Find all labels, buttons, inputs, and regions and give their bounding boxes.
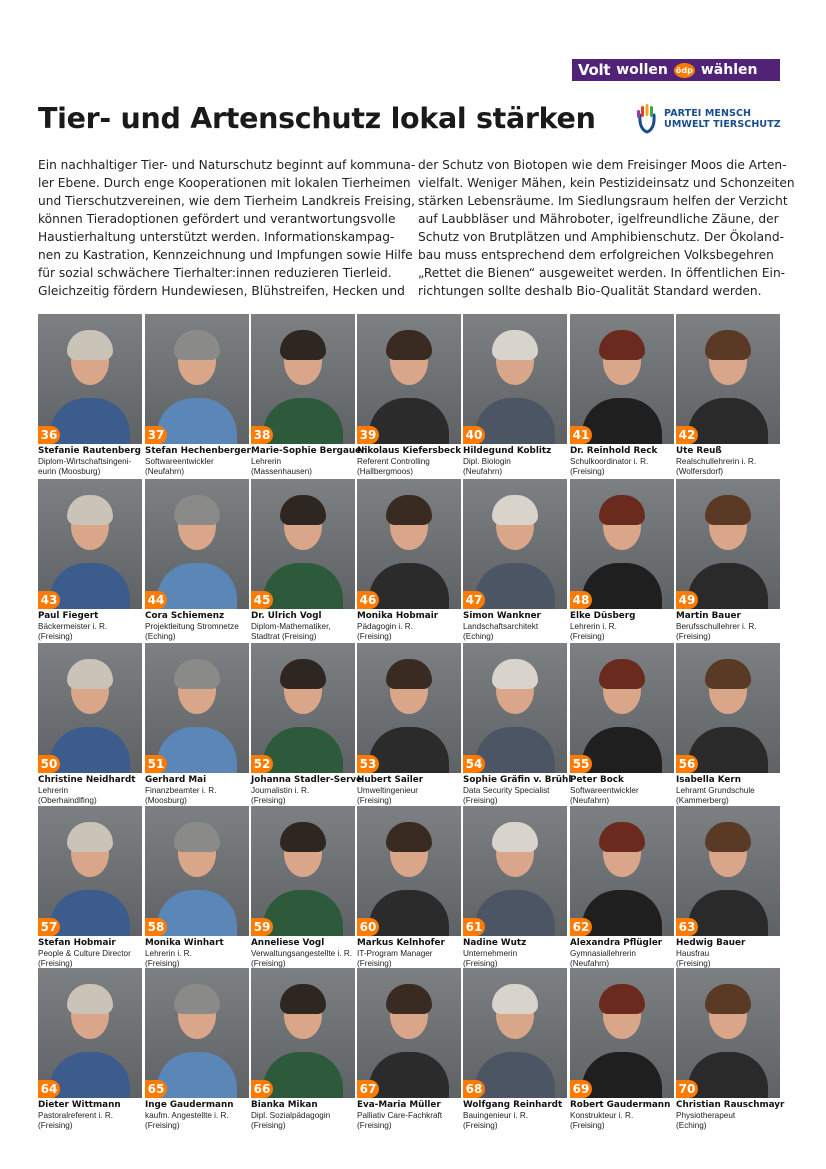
candidate-name: Cora Schiemenz [145,611,225,621]
list-number-badge: 70 [676,1080,698,1098]
candidate-photo [251,643,355,773]
candidate-name: Stefan Hechenberger [145,446,251,456]
candidate-occupation: Dipl. Biologin [463,457,511,466]
candidate-location: (Freising) [676,958,711,968]
candidate-occupation: Softwareentwickler [145,457,214,466]
list-number-badge: 52 [251,755,273,773]
intro-line: nen zu Kastration, Kennzeichnung und Impfungen sowie Hilfe [38,248,413,262]
tierschutzpartei-logo-icon [636,103,658,135]
candidate-location: (Neufahrn) [463,466,503,476]
candidate-occupation: Lehrerin [38,786,69,795]
list-number-badge: 49 [676,591,698,609]
candidate-photo [145,314,249,444]
candidate-info [463,457,573,476]
candidate-name: Nikolaus Kiefersbeck [357,446,462,456]
candidate-info [251,457,361,476]
candidate-name: Hubert Sailer [357,775,424,785]
list-number-badge: 56 [676,755,698,773]
candidate-name: Hildegund Koblitz [463,446,552,456]
list-number-badge: 41 [570,426,592,444]
candidate-info [676,1111,786,1130]
candidate-location: (Neufahrn) [145,466,185,476]
candidate-info [463,1111,573,1130]
candidate-location: (Freising) [676,631,711,641]
candidate-location: (Freising) [463,958,498,968]
candidate-info [357,457,467,476]
candidate-info [570,622,680,641]
banner-word-waehlen: wählen [700,62,758,78]
candidate-photo [357,806,461,936]
list-number-badge: 44 [145,591,167,609]
candidate-info [357,949,467,968]
candidate-photo [570,314,674,444]
candidate-location: (Freising) [570,1120,605,1130]
candidate-photo [570,479,674,609]
candidate-photo [251,968,355,1098]
candidate-info [38,457,148,476]
candidate-occupation: Projektleitung Stromnetze [145,622,239,631]
candidate-location: (Freising) [251,958,286,968]
intro-line: Haustierhaltung unterstützt werden. Informationskampag- [38,230,395,244]
candidate-name: Gerhard Mai [145,775,207,785]
candidate-info [145,622,255,641]
candidate-occupation: Diplom-Mathematiker, [251,622,331,631]
candidate-photo [357,968,461,1098]
candidate-info [463,786,573,805]
candidate-photo [38,314,142,444]
candidate-info [38,949,148,968]
banner-word-wollen: wollen [616,62,668,78]
list-number-badge: 66 [251,1080,273,1098]
candidate-occupation: Lehrerin [251,457,282,466]
candidate-info [463,949,573,968]
candidate-photo [145,643,249,773]
candidate-location: (Neufahrn) [570,958,610,968]
candidate-name: Dr. Ulrich Vogl [251,611,322,621]
candidate-photo [38,968,142,1098]
candidate-info [676,622,786,641]
intro-line: für sozial schwächere Tierhalter:innen reduzieren Tierleid. [38,266,392,280]
candidate-name: Nadine Wutz [463,938,527,948]
candidate-name: Dr. Reinhold Reck [570,446,658,456]
candidate-occupation: Bäckermeister i. R. [38,622,108,631]
candidate-photo [357,643,461,773]
candidate-name: Sophie Gräfin v. Brühl [463,775,572,785]
candidate-photo [463,479,567,609]
candidate-photo [463,806,567,936]
intro-line: Ein nachhaltiger Tier- und Naturschutz beginnt auf kommuna- [38,158,416,172]
campaign-banner [572,59,780,81]
candidate-occupation: Unternehmerin [463,949,518,958]
candidate-photo [676,643,780,773]
candidate-location: (Freising) [145,1120,180,1130]
candidate-info [570,786,680,805]
logo-line-2: UMWELT TIERSCHUTZ [664,119,781,130]
candidate-name: Dieter Wittmann [38,1100,121,1110]
intro-line: ler Ebene. Durch enge Kooperationen mit lokalen Tierheimen [38,176,411,190]
candidate-photo [676,806,780,936]
candidate-location: (Freising) [463,1120,498,1130]
candidate-occupation: Journalistin i. R. [251,786,310,795]
candidate-info [676,457,786,476]
candidate-photo [357,314,461,444]
candidate-occupation: Schulkoordinator i. R. [570,457,649,466]
list-number-badge: 60 [357,918,379,936]
list-number-badge: 53 [357,755,379,773]
candidate-location: (Freising) [251,1120,286,1130]
candidate-location: (Freising) [357,631,392,641]
candidate-location: (Moosburg) [145,795,187,805]
candidate-occupation: Lehrerin i. R. [145,949,192,958]
candidate-photo [463,968,567,1098]
intro-line: Schutz von Brutplätzen und Amphibienschutz. Der Ökoland- [418,230,784,244]
candidate-photo [463,643,567,773]
candidate-location: (Freising) [357,1120,392,1130]
candidate-info [251,949,361,968]
candidate-location: (Freising) [570,466,605,476]
candidate-location: (Freising) [570,631,605,641]
candidate-photo [38,643,142,773]
intro-line: der Schutz von Biotopen wie dem Freisinger Moos die Arten- [418,158,787,172]
candidate-occupation: Gymnasiallehrerin [570,949,636,958]
candidate-occupation: Dipl. Sozialpädagogin [251,1111,331,1120]
list-number-badge: 36 [38,426,60,444]
logo-line-1: PARTEI MENSCH [664,108,752,119]
list-number-badge: 68 [463,1080,485,1098]
candidate-name: Christine Neidhardt [38,775,136,785]
candidate-photo [570,806,674,936]
list-number-badge: 54 [463,755,485,773]
candidate-occupation: Palliativ Care-Fachkraft [357,1111,443,1120]
candidate-name: Stefan Hobmair [38,938,116,948]
candidate-info [570,949,680,968]
candidate-photo [676,968,780,1098]
list-number-badge: 43 [38,591,60,609]
candidate-occupation: People & Culture Director [38,949,131,958]
candidate-name: Elke Düsberg [570,611,636,621]
candidate-name: Christian Rauschmayr [676,1100,785,1110]
intro-line: „Rettet die Bienen“ ausgeweitet werden. In öffentlichen Ein- [418,266,786,280]
candidate-occupation: IT-Program Manager [357,949,433,958]
list-number-badge: 69 [570,1080,592,1098]
candidate-name: Peter Bock [570,775,624,785]
intro-line: können Tieradoptionen gefördert und verantwortungsvolle [38,212,396,226]
list-number-badge: 57 [38,918,60,936]
candidate-info [251,1111,361,1130]
candidate-info [676,786,786,805]
intro-text-column-1 [38,156,416,300]
list-number-badge: 45 [251,591,273,609]
candidate-photo [145,968,249,1098]
candidate-location: (Freising) [38,958,73,968]
list-number-badge: 38 [251,426,273,444]
candidate-location: (Freising) [463,795,498,805]
list-number-badge: 37 [145,426,167,444]
candidate-info [570,1111,680,1130]
candidate-name: Ute Reuß [676,446,722,456]
candidate-location: (Freising) [357,958,392,968]
candidate-occupation: Verwaltungsangestellte i. R. [251,949,353,958]
candidate-name: Johanna Stadler-Serve [251,775,363,785]
candidate-info [145,457,255,476]
candidate-occupation: Data Security Specialist [463,786,550,795]
candidate-occupation: Berufsschullehrer i. R. [676,622,757,631]
candidate-photo [570,968,674,1098]
candidate-photo [357,479,461,609]
list-number-badge: 63 [676,918,698,936]
candidate-name: Paul Fiegert [38,611,99,621]
list-number-badge: 51 [145,755,167,773]
volt-wordmark: Volt [578,61,611,79]
candidate-name: Eva-Maria Müller [357,1100,441,1110]
candidate-info [570,457,680,476]
list-number-badge: 62 [570,918,592,936]
candidate-name: Monika Winhart [145,938,224,948]
candidate-name: Markus Kelnhofer [357,938,445,948]
candidate-name: Anneliese Vogl [251,938,325,948]
candidate-occupation: Finanzbeamter i. R. [145,786,217,795]
candidate-name: Marie-Sophie Bergauer [251,446,366,456]
candidate-occupation: Bauingenieur i. R. [463,1111,529,1120]
list-number-badge: 64 [38,1080,60,1098]
party-logo [636,103,781,135]
candidate-photo [38,806,142,936]
list-number-badge: 58 [145,918,167,936]
candidate-location: (Freising) [38,631,73,641]
candidate-name: Bianka Mikan [251,1100,318,1110]
candidate-info [145,949,255,968]
candidate-photo [676,314,780,444]
candidate-name: Hedwig Bauer [676,938,746,948]
list-number-badge: 67 [357,1080,379,1098]
candidate-location: (Freising) [251,795,286,805]
list-number-badge: 55 [570,755,592,773]
intro-line: auf Laubbläser und Mähroboter, igelfreundliche Zäune, der [418,212,779,226]
intro-line: bau muss entsprechend dem erfolgreichen Volksbegehren [418,248,774,262]
candidate-occupation: Referent Controlling [357,457,430,466]
candidate-occupation: Softwareentwickler [570,786,639,795]
candidate-name: Wolfgang Reinhardt [463,1100,563,1110]
intro-line: vielfalt. Weniger Mähen, kein Pestizideinsatz und Schonzeiten [418,176,795,190]
candidate-name: Inge Gaudermann [145,1100,234,1110]
candidate-occupation: Lehrerin i. R. [570,622,617,631]
candidate-info [145,786,255,805]
candidate-info [357,1111,467,1130]
list-number-badge: 50 [38,755,60,773]
candidate-occupation: Lehramt Grundschule [676,786,755,795]
candidate-location: (Freising) [145,958,180,968]
candidate-info [38,1111,148,1130]
candidate-photo [38,479,142,609]
candidate-photo [251,479,355,609]
candidate-photo [463,314,567,444]
intro-line: Gleichzeitig fördern Hundewiesen, Blühstreifen, Hecken und [38,284,405,298]
list-number-badge: 48 [570,591,592,609]
candidate-name: Monika Hobmair [357,611,439,621]
candidate-location: (Wolfersdorf) [676,466,724,476]
candidate-name: Isabella Kern [676,775,741,785]
candidate-location: (Kammerberg) [676,795,729,805]
candidate-location: (Freising) [38,1120,73,1130]
candidate-location: (Massenhausen) [251,466,312,476]
candidate-photo [676,479,780,609]
intro-line: richtungen sollte deshalb Bio-Qualität Standard werden. [418,284,762,298]
list-number-badge: 39 [357,426,379,444]
intro-text-column-2 [418,156,795,300]
candidate-photo [251,314,355,444]
candidate-occupation: Hausfrau [676,949,710,958]
candidate-location: (Eching) [145,631,176,641]
candidate-name: Simon Wankner [463,611,541,621]
candidate-info [463,622,573,641]
list-number-badge: 42 [676,426,698,444]
candidate-occupation: kaufm. Angestellte i. R. [145,1111,229,1120]
candidate-occupation: Konstrukteur i. R. [570,1111,634,1120]
candidate-occupation: Diplom-Wirtschaftsingeni- [38,457,132,466]
list-number-badge: 61 [463,918,485,936]
oedp-logo-icon: ödp [674,63,695,78]
candidate-location: eurin (Moosburg) [38,466,101,476]
candidate-location: (Oberhaindlfing) [38,795,97,805]
candidate-info [251,786,361,805]
candidate-location: (Freising) [357,795,392,805]
intro-line: stärken Lebensräume. Im Siedlungsraum helfen der Verzicht [418,194,788,208]
candidate-photo [251,806,355,936]
candidate-info [251,622,361,641]
candidate-location: (Neufahrn) [570,795,610,805]
candidate-name: Stefanie Rautenberg [38,446,141,456]
intro-line: und Tierschutzvereinen, wie dem Tierheim Landkreis Freising, [38,194,415,208]
candidate-name: Martin Bauer [676,611,741,621]
candidate-occupation: Pädagogin i. R. [357,622,413,631]
candidate-info [38,786,148,805]
candidate-name: Robert Gaudermann [570,1100,671,1110]
list-number-badge: 40 [463,426,485,444]
candidate-location: (Eching) [463,631,494,641]
candidate-occupation: Physiotherapeut [676,1111,736,1120]
candidate-info [38,622,148,641]
list-number-badge: 46 [357,591,379,609]
list-number-badge: 59 [251,918,273,936]
candidate-info [357,622,467,641]
candidate-occupation: Realschullehrerin i. R. [676,457,757,466]
candidate-info [145,1111,255,1130]
candidate-location: (Hallbergmoos) [357,466,413,476]
page-title: Tier- und Artenschutz lokal stärken [38,102,596,135]
candidate-photo [145,806,249,936]
candidate-info [357,786,467,805]
list-number-badge: 47 [463,591,485,609]
candidate-info [676,949,786,968]
candidate-location: (Eching) [676,1120,707,1130]
candidate-photo [570,643,674,773]
candidate-occupation: Pastoralreferent i. R. [38,1111,114,1120]
candidate-name: Alexandra Pflügler [570,938,663,948]
candidate-occupation: Landschaftsarchitekt [463,622,539,631]
candidate-location: Stadtrat (Freising) [251,631,317,641]
candidate-photo [145,479,249,609]
list-number-badge: 65 [145,1080,167,1098]
candidate-occupation: Umweltingenieur [357,786,418,795]
